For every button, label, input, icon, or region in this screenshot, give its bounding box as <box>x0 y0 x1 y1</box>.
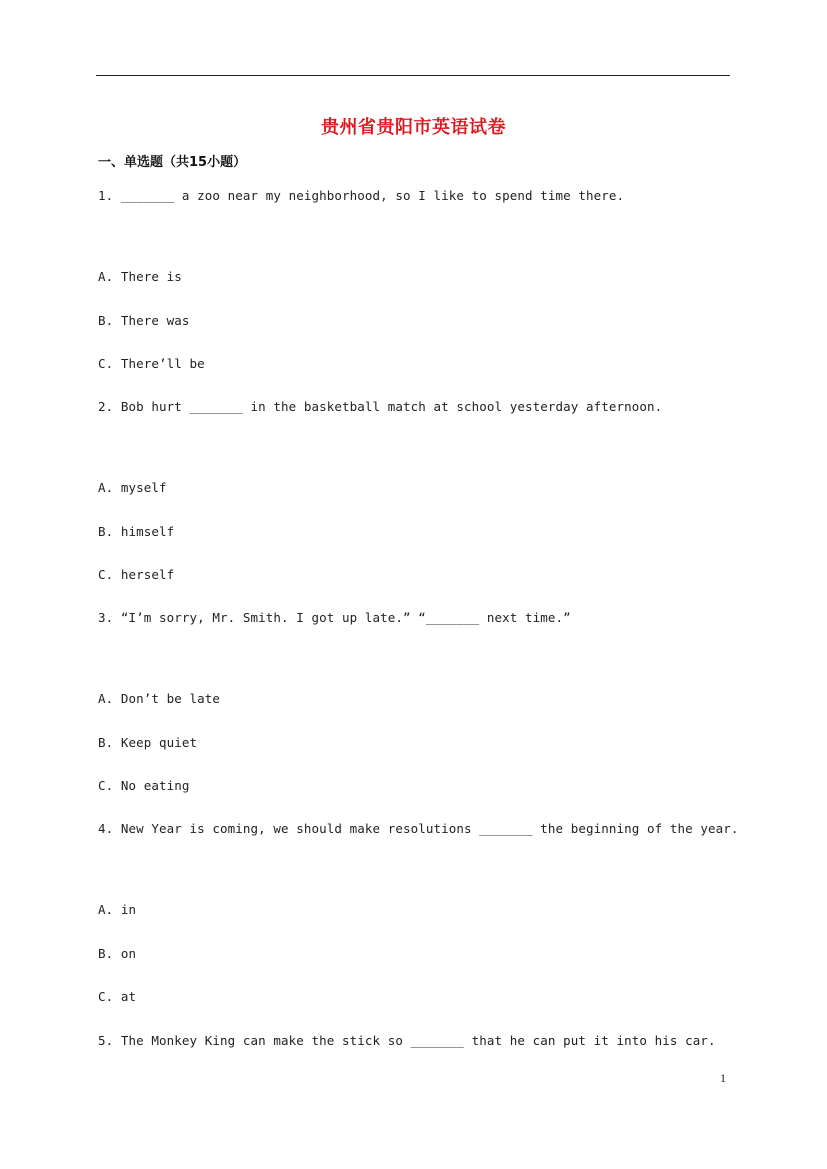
question-2-stem: 2. Bob hurt _______ in the basketball match at school yesterday afternoon. <box>98 399 663 414</box>
question-1-option-a: A. There is <box>98 269 182 284</box>
question-1-option-c: C. There’ll be <box>98 356 205 371</box>
question-1-stem: 1. _______ a zoo near my neighborhood, so I like to spend time there. <box>98 188 625 203</box>
question-2-option-b: B. himself <box>98 524 175 539</box>
document-title: 贵州省贵阳市英语试卷 <box>321 117 506 138</box>
question-1-option-b: B. There was <box>98 313 190 328</box>
header-rule <box>96 75 730 76</box>
question-4-option-c: C. at <box>98 989 137 1004</box>
section-heading: 一、单选题（共15小题） <box>98 155 247 170</box>
question-4-option-b: B. on <box>98 946 137 961</box>
question-3-stem: 3. “I’m sorry, Mr. Smith. I got up late.” “_______ next time.” <box>98 610 571 625</box>
question-2-option-a: A. myself <box>98 480 167 495</box>
question-3-option-a: A. Don’t be late <box>98 691 221 706</box>
question-5-stem: 5. The Monkey King can make the stick so _______ that he can put it into his car. <box>98 1033 716 1048</box>
question-3-option-b: B. Keep quiet <box>98 735 198 750</box>
page-number: 1 <box>720 1071 726 1085</box>
question-4-option-a: A. in <box>98 902 137 917</box>
question-3-option-c: C. No eating <box>98 778 190 793</box>
question-4-stem: 4. New Year is coming, we should make resolutions _______ the beginning of the year. <box>98 821 739 836</box>
question-2-option-c: C. herself <box>98 567 175 582</box>
